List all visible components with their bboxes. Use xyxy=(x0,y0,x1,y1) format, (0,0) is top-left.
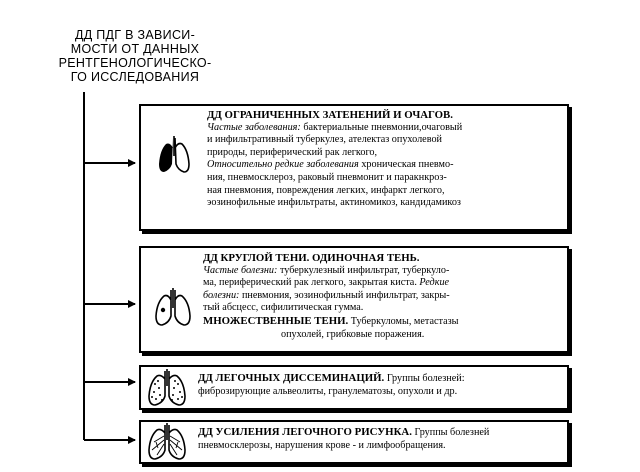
box2-heading: ДД КРУГЛОЙ ТЕНИ. ОДИНОЧНАЯ ТЕНЬ. xyxy=(203,252,420,264)
title-line: ГО ИССЛЕДОВАНИЯ xyxy=(70,70,200,84)
box1-rare-label: Относительно редкие заболевания xyxy=(207,159,359,171)
box3-text xyxy=(198,372,465,398)
box2-line-b: тый абсцесс, сифилитическая гумма. xyxy=(203,302,364,314)
box2-multi-text: Туберкуломы, метастазы xyxy=(348,315,459,327)
box3-line: фиброзирующие альвеолиты, гранулематозы, опухоли и др. xyxy=(198,385,458,397)
box2-rare-inline: Редкие xyxy=(416,277,450,289)
lungs-round-shadow-icon xyxy=(153,286,193,330)
box1-freq-text: бактериальные пневмонии,очаговый xyxy=(300,121,463,133)
lungs-pattern-icon xyxy=(146,422,188,462)
box1-heading: ДД ОГРАНИЧЕННЫХ ЗАТЕНЕНИЙ И ОЧАГОВ. xyxy=(207,109,453,121)
box1-line: природы, периферический рак легкого, xyxy=(207,146,378,158)
box1-line: эозинофильные инфильтраты, актиномикоз, кандидамикоз xyxy=(207,197,461,209)
box2-text xyxy=(203,252,458,341)
box3-text-inline: Группы болезней: xyxy=(384,373,465,384)
box1-text xyxy=(207,109,462,210)
lungs-focal-shadow-icon xyxy=(156,134,192,178)
box1-line: и инфильтративный туберкулез, ателектаз опухолевой xyxy=(207,134,442,146)
box2-rare-text: пневмония, эозинофильный инфильтрат, закры- xyxy=(239,289,450,301)
box2-multi-heading: МНОЖЕСТВЕННЫЕ ТЕНИ. xyxy=(203,314,349,327)
box1-line: ния, пневмосклероз, раковый пневмонит и паракнкроз- xyxy=(207,171,447,183)
box4-heading: ДД УСИЛЕНИЯ ЛЕГОЧНОГО РИСУНКА. xyxy=(198,426,412,438)
box2-freq-text: туберкулезный инфильтрат, туберкуло- xyxy=(277,264,450,276)
box2-line-c: опухолей, грибковые поражения. xyxy=(281,328,425,340)
box4-line: пневмосклерозы, нарушения крове - и лимфообращения. xyxy=(198,439,446,451)
box1-rare-text: хроническая пневмо- xyxy=(358,159,454,171)
box1-freq-label: Частые заболевания: xyxy=(207,121,301,133)
box4-text-inline: Группы болезней xyxy=(411,427,490,438)
box2-freq-label: Частые болезни: xyxy=(203,264,278,276)
title-line: МОСТИ ОТ ДАННЫХ xyxy=(70,42,200,56)
box4-text xyxy=(198,426,489,452)
title-line: ДД ПДГ В ЗАВИСИ- xyxy=(74,28,196,42)
box2-line-a: ма, периферический рак легкого, закрытая киста. xyxy=(203,277,417,289)
box1-line: ная пневмония, повреждения легких, инфаркт легкого, xyxy=(207,184,445,196)
title-line: РЕНТГЕНОЛОГИЧЕСКО- xyxy=(58,56,212,70)
lungs-dissemination-icon xyxy=(146,368,188,408)
box3-heading: ДД ЛЕГОЧНЫХ ДИССЕМИНАЦИЙ. xyxy=(198,372,385,384)
box2-rare-label: болезни: xyxy=(203,289,240,301)
